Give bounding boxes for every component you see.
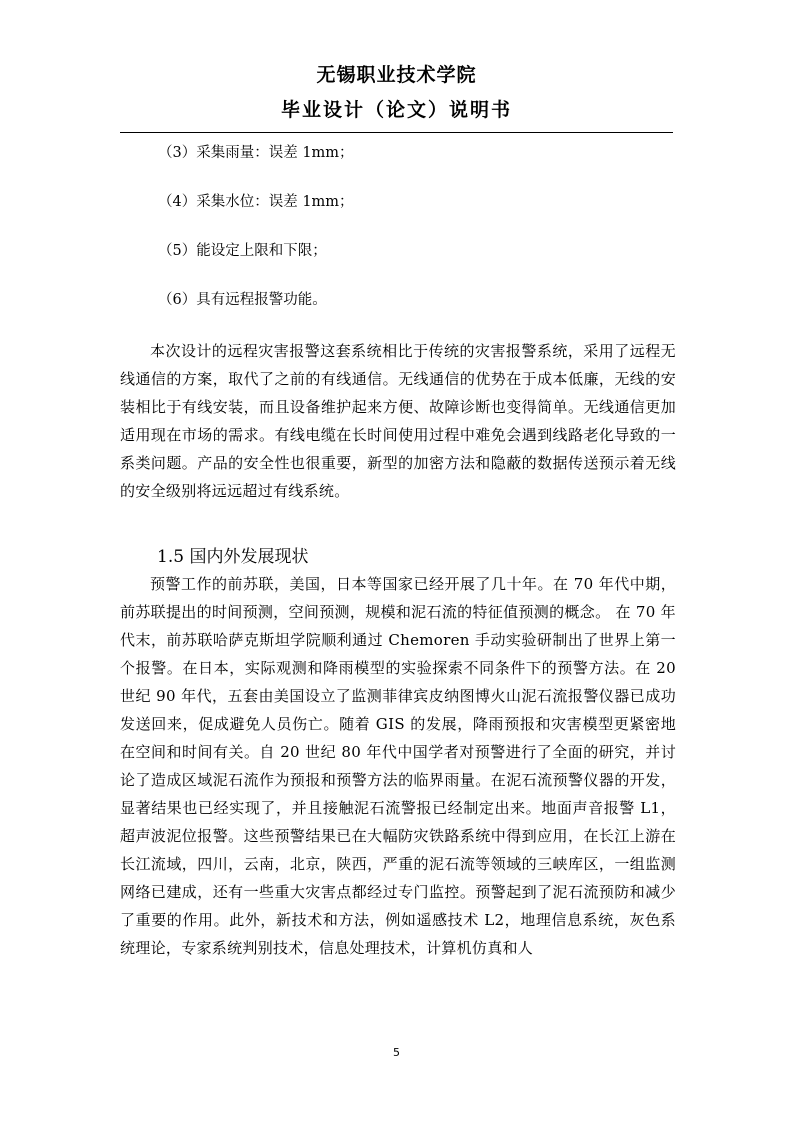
page-number: 5 xyxy=(393,1046,400,1059)
paragraph-wireless: 本次设计的远程灾害报警这套系统相比于传统的灾害报警系统，采用了远程无线通信的方案，取代了之前的有线通信。无线通信的优势在于成本低廉，无线的安装相比于有线安装，而且设备维护起来方便、故障诊断也变得简单。无线通信更加适用现在市场的需求。有线电缆在长时间使用过程中难免会遇到线路老化导致的一系类问题。产品的安全性也很重要，新型的加密方法和隐蔽的数据传送预示着无线的安全级别将远远超过有线系统。 xyxy=(120,342,676,500)
document-title: 毕业设计（论文）说明书 xyxy=(280,99,512,121)
body-paragraph xyxy=(120,337,676,505)
paragraph-development-status: 预警工作的前苏联，美国，日本等国家已经开展了几十年。在 70 年代中期，前苏联提出的时间预测，空间预测，规模和泥石流的特征值预测的概念。 在 70 年代末，前苏联哈萨克斯坦学院顺利通过 Chemoren 手动实验研制出了世界上第一个报警。在日本，实际观测和降雨模型的实验探索不同条件下的预警方法。在 20 世纪 90 年代，五套由美国设立了监测菲律宾皮纳图博火山泥石流报警仪器已成功发送回来，促成避免人员伤亡。随着 GIS 的发展，降雨预报和灾害模型更紧密地在空间和时间有关。自 20 世纪 80 年代中国学者对预警进行了全面的研究，并讨论了造成区域泥石流作为预报和预警方法的临界雨量。在泥石流预警仪器的开发，显著结果也已经实现了，并且接触泥石流警报已经制定出来。地面声音报警 L1，超声波泥位报警。这些预警结果已在大幅防灾铁路系统中得到应用，在长江上游在长江流域，四川，云南，北京，陕西，严重的泥石流等领域的三峡库区，一组监测网络已建成，还有一些重大灾害点都经过专门监控。预警起到了泥石流预防和减少了重要的作用。此外，新技术和方法，例如遥感技术 L2，地理信息系统，灰色系统理论，专家系统判别技术，信息处理技术，计算机仿真和人 xyxy=(120,575,676,957)
requirement-item: （5）能设定上限和下限； xyxy=(158,243,327,259)
section-body xyxy=(120,570,676,962)
requirement-item: （6）具有远程报警功能。 xyxy=(158,292,327,308)
requirement-item: （4）采集水位：误差 1mm； xyxy=(158,194,354,210)
section-heading: 1.5 国内外发展现状 xyxy=(157,547,309,567)
requirement-item: （3）采集雨量：误差 1mm； xyxy=(158,145,354,161)
header-divider xyxy=(120,132,673,133)
school-name: 无锡职业技术学院 xyxy=(316,64,477,86)
